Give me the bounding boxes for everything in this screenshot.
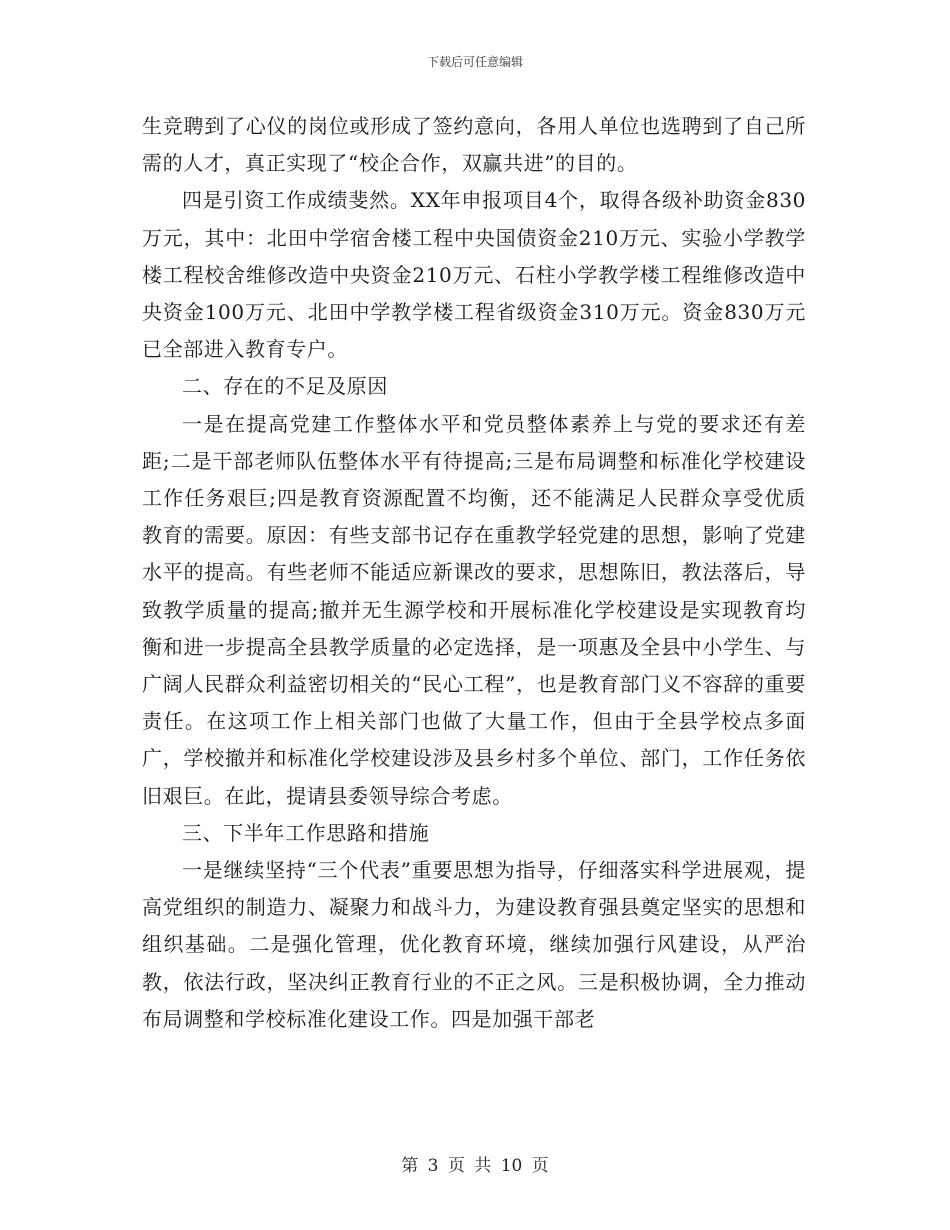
section-heading: 二、存在的不足及原因: [182, 374, 388, 399]
paragraph: 生竞聘到了心仪的岗位或形成了签约意向，各用人单位也选聘到了自己所需的人才，真正实现了“校企合作，双赢共进”的目的。: [142, 114, 806, 176]
paragraph: 一是继续坚持“三个代表”重要思想为指导，仔细落实科学进展观，提高党组织的制造力、凝聚力和战斗力，为建设教育强县奠定坚实的思想和组织基础。二是强化管理，优化教育环境，继续加强行风建设，从严治教，依法行政，坚决纠正教育行业的不正之风。三是积极协调，全力推动布局调整和学校标准化建设工作。四是加强干部老: [142, 858, 806, 1031]
paragraph: 四是引资工作成绩斐然。XX年申报项目4个，取得各级补助资金830万元，其中：北田中学宿舍楼工程中央国债资金210万元、实验小学教学楼工程校舍维修改造中央资金210万元、石柱小学教学楼工程维修改造中央资金100万元、北田中学教学楼工程省级资金310万元。资金830万元已全部进入教育专户。: [142, 188, 806, 362]
section-heading: 三、下半年工作思路和措施: [182, 820, 430, 845]
document-body: [142, 108, 806, 1038]
page-header: 下载后可任意编辑: [426, 55, 523, 69]
paragraph: 一是在提高党建工作整体水平和党员整体素养上与党的要求还有差距;二是干部老师队伍整体水平有待提高;三是布局调整和标准化学校建设工作任务艰巨;四是教育资源配置不均衡，还不能满足人民群众享受优质教育的需要。原因：有些支部书记存在重教学轻党建的思想，影响了党建水平的提高。有些老师不能适应新课改的要求，思想陈旧，教法落后，导致教学质量的提高;撤并无生源学校和开展标准化学校建设是实现教育均衡和进一步提高全县教学质量的必定选择，是一项惠及全县中小学生、与广阔人民群众利益密切相关的“民心工程”，也是教育部门义不容辞的重要责任。在这项工作上相关部门也做了大量工作，但由于全县学校点多面广，学校撤并和标准化学校建设涉及县乡村多个单位、部门，工作任务依旧艰巨。在此，提请县委领导综合考虑。: [142, 411, 806, 808]
page-number: 第 3 页 共 10 页: [401, 1156, 549, 1176]
